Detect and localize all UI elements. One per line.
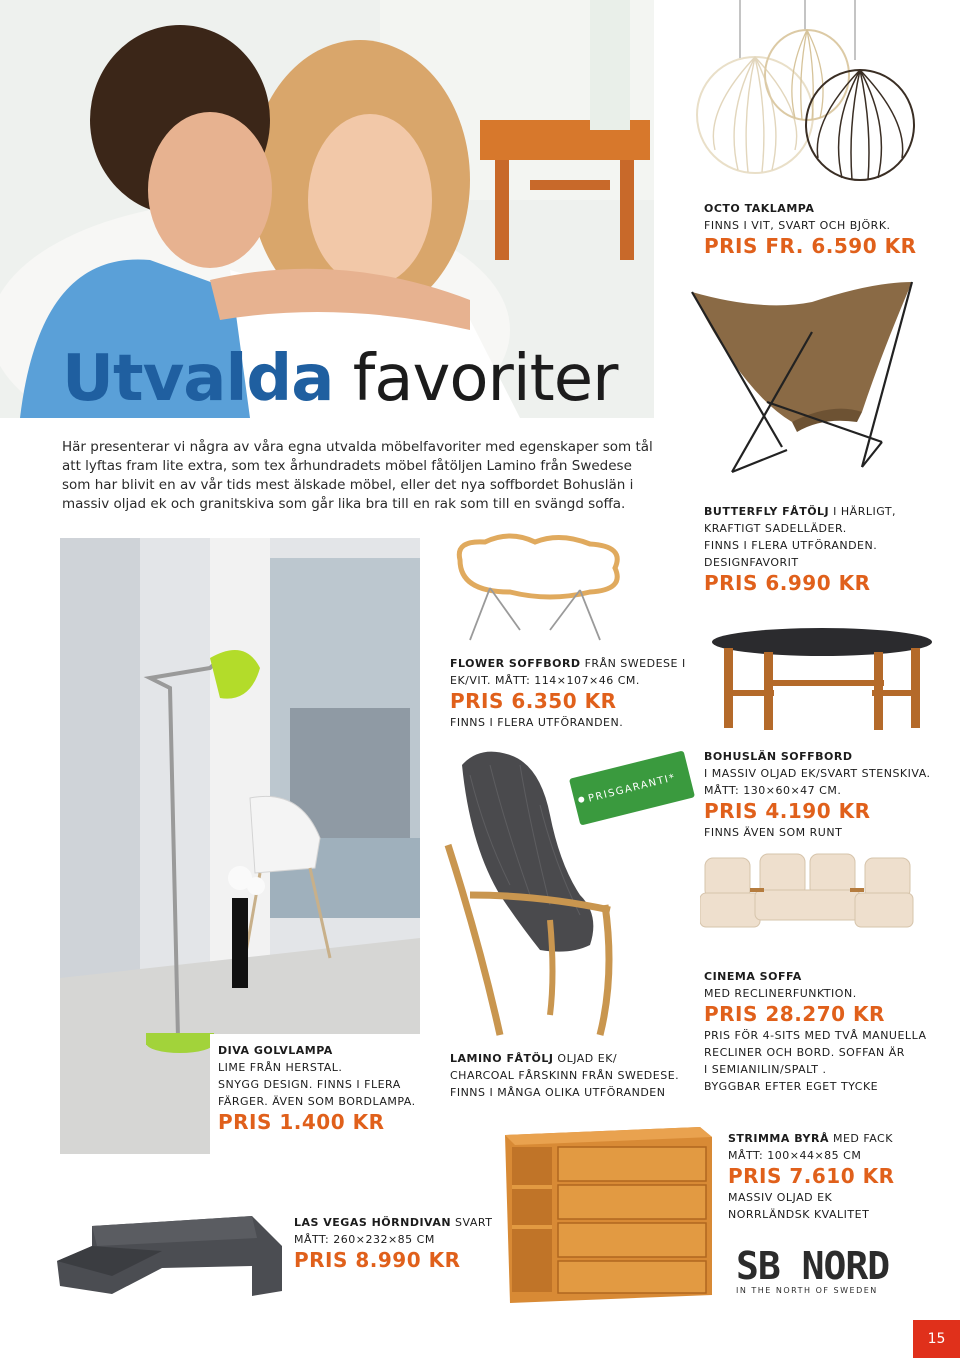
cinema-line-2: PRIS FÖR 4-SITS MED TVÅ MANUELLA xyxy=(704,1029,927,1042)
lamino-line-1: OLJAD EK/ xyxy=(553,1052,618,1065)
strimma-dresser-illustration xyxy=(500,1125,714,1307)
butterfly-chair-illustration xyxy=(672,272,932,482)
logo-tagline: IN THE NORTH OF SWEDEN xyxy=(736,1286,878,1295)
lasvegas-sofa-illustration xyxy=(52,1206,284,1296)
diva-line-2: SNYGG DESIGN. FINNS I FLERA xyxy=(218,1078,401,1091)
photo-bohuslan-table xyxy=(704,620,940,736)
cinema-line-3: RECLINER OCH BORD. SOFFAN ÄR xyxy=(704,1046,905,1059)
photo-butterfly-chair xyxy=(672,272,932,482)
photo-lasvegas-sofa xyxy=(52,1206,284,1296)
bohuslan-table-illustration xyxy=(704,620,940,736)
cinema-price: PRIS 28.270 KR xyxy=(704,1002,885,1026)
strimma-line-2: MÅTT: 100×44×85 CM xyxy=(728,1149,862,1162)
octo-line-1: FINNS I VIT, SVART OCH BJÖRK. xyxy=(704,219,891,232)
lasvegas-name: LAS VEGAS HÖRNDIVAN xyxy=(294,1216,452,1229)
caption-flower xyxy=(450,655,690,731)
bohuslan-line-1: I MASSIV OLJAD EK/SVART STENSKIVA. xyxy=(704,767,931,780)
title-part-2: favoriter xyxy=(352,342,618,416)
strimma-name: STRIMMA BYRÅ xyxy=(728,1132,829,1145)
lasvegas-line-1: SVART xyxy=(451,1216,493,1229)
bohuslan-price: PRIS 4.190 KR xyxy=(704,799,871,823)
butterfly-line-1: I HÄRLIGT, xyxy=(829,505,897,518)
octo-name: OCTO TAKLAMPA xyxy=(704,202,815,215)
cinema-line-5: BYGGBAR EFTER EGET TYCKE xyxy=(704,1080,879,1093)
flower-line-1: FRÅN SWEDESE I xyxy=(580,657,686,670)
photo-cinema-sofa xyxy=(700,848,915,932)
diva-line-1: LIME FRÅN HERSTAL. xyxy=(218,1061,343,1074)
flower-name: FLOWER SOFFBORD xyxy=(450,657,581,670)
badge-label: PRISGARANTI* xyxy=(587,771,677,805)
title-part-1: Utvalda xyxy=(62,342,334,416)
flower-line-2: EK/VIT. MÅTT: 114×107×46 CM. xyxy=(450,674,640,687)
cinema-name: CINEMA SOFFA xyxy=(704,970,802,983)
intro-paragraph: Här presenterar vi några av våra egna utvalda möbelfavoriter med egenskaper som tål att lyftas fram lite extra, som tex århundradets möbel fåtöljen Lamino från Swedese som har blivit en av vår tids mest älskade möbel, eller det nya soffbordet Bohuslän i massiv oljad ek och granitskiva som går lika bra till en rak som till en svängd soffa. xyxy=(62,439,653,512)
diva-price: PRIS 1.400 KR xyxy=(218,1110,385,1134)
strimma-line-1: MED FACK xyxy=(828,1132,893,1145)
butterfly-name: BUTTERFLY FÅTÖLJ xyxy=(704,505,830,518)
lamino-name: LAMINO FÅTÖLJ xyxy=(450,1052,554,1065)
cinema-line-4: I SEMIANILIN/SPALT . xyxy=(704,1063,827,1076)
bohuslan-line-3: FINNS ÄVEN SOM RUNT xyxy=(704,826,843,839)
photo-strimma-dresser xyxy=(500,1125,714,1307)
caption-diva xyxy=(218,1042,418,1135)
badge-dot xyxy=(578,796,585,803)
lamino-line-2: CHARCOAL FÅRSKINN FRÅN SWEDESE. xyxy=(450,1069,680,1082)
page-title xyxy=(62,342,617,416)
flower-line-3: FINNS I FLERA UTFÖRANDEN. xyxy=(450,716,624,729)
lasvegas-price: PRIS 8.990 KR xyxy=(294,1248,461,1272)
caption-butterfly xyxy=(704,503,944,596)
strimma-price: PRIS 7.610 KR xyxy=(728,1164,895,1188)
caption-cinema xyxy=(704,968,944,1095)
page-number: 15 xyxy=(913,1320,960,1358)
butterfly-line-2: KRAFTIGT SADELLÄDER. xyxy=(704,522,847,535)
cinema-sofa-illustration xyxy=(700,848,915,932)
lasvegas-line-2: MÅTT: 260×232×85 CM xyxy=(294,1233,435,1246)
strimma-line-3: MASSIV OLJAD EK xyxy=(728,1191,833,1204)
flower-price: PRIS 6.350 KR xyxy=(450,689,617,713)
octo-lamps-illustration xyxy=(680,0,960,196)
photo-flower-table xyxy=(450,530,630,650)
caption-bohuslan xyxy=(704,748,944,841)
logo-main: SB NORD xyxy=(736,1244,890,1288)
bohuslan-line-2: MÅTT: 130×60×47 CM. xyxy=(704,784,842,797)
butterfly-line-4: DESIGNFAVORIT xyxy=(704,556,799,569)
bohuslan-name: BOHUSLÄN SOFFBORD xyxy=(704,750,853,763)
strimma-line-4: NORRLÄNDSK KVALITET xyxy=(728,1208,870,1221)
octo-price: PRIS FR. 6.590 KR xyxy=(704,234,917,258)
butterfly-price: PRIS 6.990 KR xyxy=(704,571,871,595)
diva-line-3: FÄRGER. ÄVEN SOM BORDLAMPA. xyxy=(218,1095,416,1108)
caption-strimma xyxy=(728,1130,948,1223)
flower-table-illustration xyxy=(450,530,630,650)
photo-octo-lamps xyxy=(680,0,960,196)
butterfly-line-3: FINNS I FLERA UTFÖRANDEN. xyxy=(704,539,878,552)
caption-octo xyxy=(704,200,944,259)
caption-lasvegas xyxy=(294,1214,494,1273)
cinema-line-1: MED RECLINERFUNKTION. xyxy=(704,987,857,1000)
diva-name: DIVA GOLVLAMPA xyxy=(218,1044,333,1057)
caption-lamino xyxy=(450,1050,690,1101)
lamino-line-3: FINNS I MÅNGA OLIKA UTFÖRANDEN xyxy=(450,1086,666,1099)
sb-nord-logo xyxy=(736,1246,896,1295)
